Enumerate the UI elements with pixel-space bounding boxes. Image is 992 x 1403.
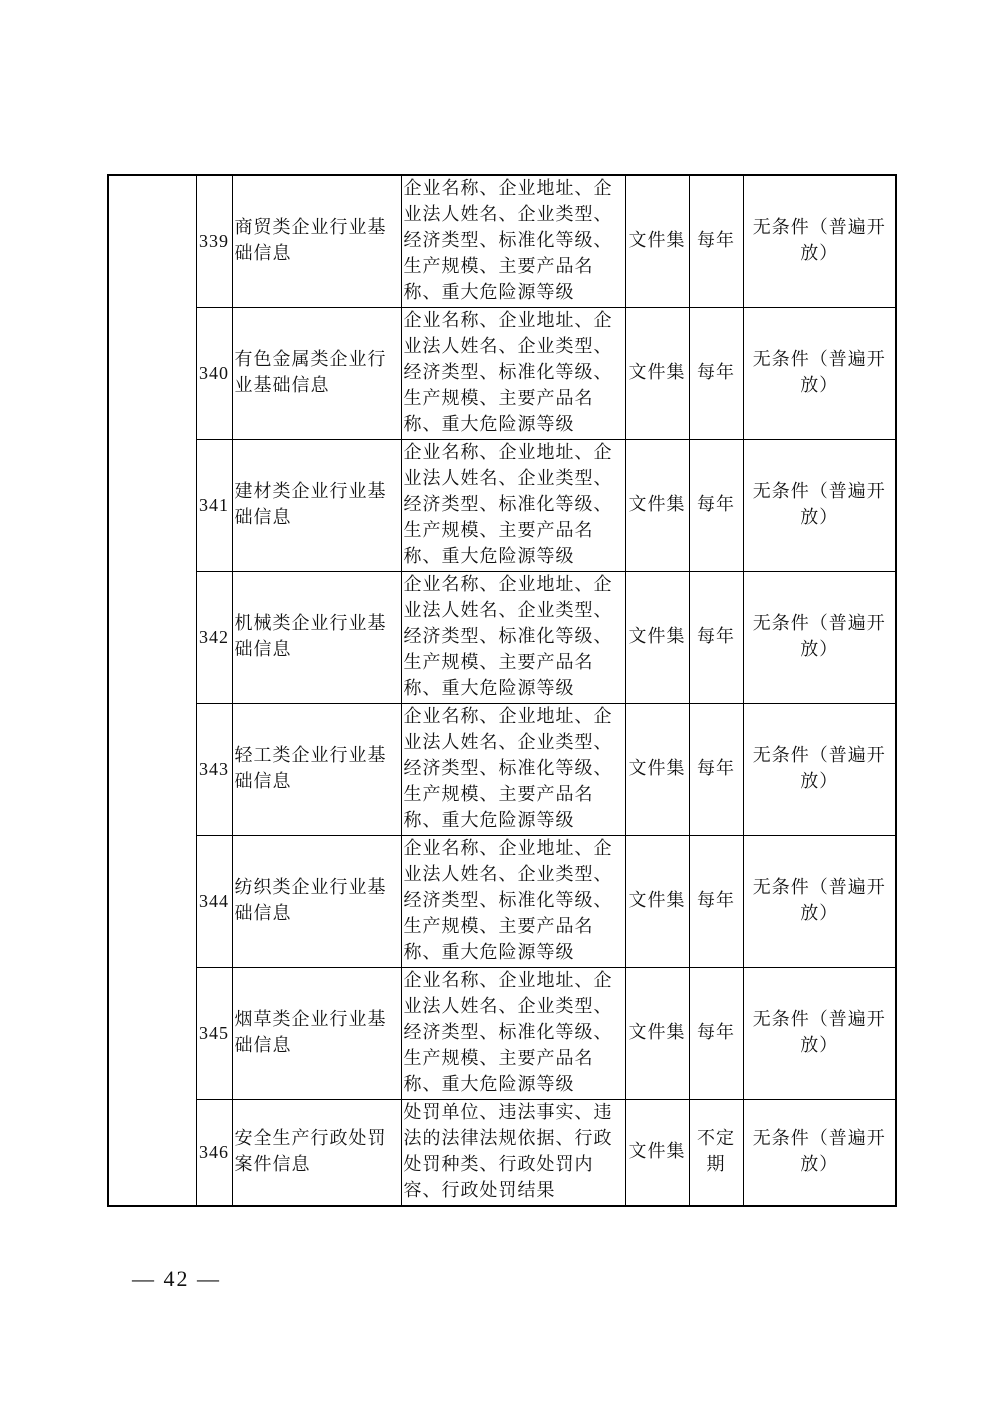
update-frequency: 每年 [689, 307, 743, 439]
resource-name: 烟草类企业行业基础信息 [232, 967, 401, 1099]
row-number: 345 [196, 967, 232, 1099]
resource-format: 文件集 [625, 703, 689, 835]
table-row [108, 967, 896, 1099]
resource-format: 文件集 [625, 439, 689, 571]
resource-format: 文件集 [625, 307, 689, 439]
row-number: 342 [196, 571, 232, 703]
resource-fields: 企业名称、企业地址、企业法人姓名、企业类型、经济类型、标准化等级、生产规模、主要产品名称、重大危险源等级 [401, 175, 625, 307]
category-cell [108, 175, 196, 1206]
update-frequency: 每年 [689, 571, 743, 703]
resource-fields: 企业名称、企业地址、企业法人姓名、企业类型、经济类型、标准化等级、生产规模、主要产品名称、重大危险源等级 [401, 967, 625, 1099]
resource-name: 安全生产行政处罚案件信息 [232, 1099, 401, 1206]
row-number: 339 [196, 175, 232, 307]
table-row [108, 703, 896, 835]
resource-name: 机械类企业行业基础信息 [232, 571, 401, 703]
open-condition: 无条件（普遍开放） [743, 439, 896, 571]
open-condition: 无条件（普遍开放） [743, 1099, 896, 1206]
open-condition: 无条件（普遍开放） [743, 175, 896, 307]
page-number: — 42 — [132, 1266, 221, 1291]
resource-name: 纺织类企业行业基础信息 [232, 835, 401, 967]
open-condition: 无条件（普遍开放） [743, 307, 896, 439]
resource-name: 有色金属类企业行业基础信息 [232, 307, 401, 439]
update-frequency: 不定期 [689, 1099, 743, 1206]
table-row [108, 571, 896, 703]
resource-fields: 企业名称、企业地址、企业法人姓名、企业类型、经济类型、标准化等级、生产规模、主要产品名称、重大危险源等级 [401, 835, 625, 967]
table-row [108, 175, 896, 307]
resource-name: 商贸类企业行业基础信息 [232, 175, 401, 307]
resource-format: 文件集 [625, 175, 689, 307]
resource-fields: 企业名称、企业地址、企业法人姓名、企业类型、经济类型、标准化等级、生产规模、主要产品名称、重大危险源等级 [401, 571, 625, 703]
open-condition: 无条件（普遍开放） [743, 571, 896, 703]
row-number: 346 [196, 1099, 232, 1206]
resource-format: 文件集 [625, 835, 689, 967]
table-row [108, 307, 896, 439]
row-number: 343 [196, 703, 232, 835]
resource-fields: 企业名称、企业地址、企业法人姓名、企业类型、经济类型、标准化等级、生产规模、主要产品名称、重大危险源等级 [401, 703, 625, 835]
open-condition: 无条件（普遍开放） [743, 967, 896, 1099]
open-condition: 无条件（普遍开放） [743, 703, 896, 835]
table-row [108, 835, 896, 967]
resource-format: 文件集 [625, 967, 689, 1099]
resource-fields: 企业名称、企业地址、企业法人姓名、企业类型、经济类型、标准化等级、生产规模、主要产品名称、重大危险源等级 [401, 439, 625, 571]
row-number: 341 [196, 439, 232, 571]
row-number: 344 [196, 835, 232, 967]
data-catalog-table [107, 174, 897, 1207]
update-frequency: 每年 [689, 175, 743, 307]
table-row [108, 1099, 896, 1206]
update-frequency: 每年 [689, 703, 743, 835]
table-row [108, 439, 896, 571]
resource-fields: 处罚单位、违法事实、违法的法律法规依据、行政处罚种类、行政处罚内容、行政处罚结果 [401, 1099, 625, 1206]
resource-name: 建材类企业行业基础信息 [232, 439, 401, 571]
row-number: 340 [196, 307, 232, 439]
resource-format: 文件集 [625, 571, 689, 703]
update-frequency: 每年 [689, 967, 743, 1099]
resource-name: 轻工类企业行业基础信息 [232, 703, 401, 835]
open-condition: 无条件（普遍开放） [743, 835, 896, 967]
resource-format: 文件集 [625, 1099, 689, 1206]
update-frequency: 每年 [689, 835, 743, 967]
resource-fields: 企业名称、企业地址、企业法人姓名、企业类型、经济类型、标准化等级、生产规模、主要产品名称、重大危险源等级 [401, 307, 625, 439]
update-frequency: 每年 [689, 439, 743, 571]
